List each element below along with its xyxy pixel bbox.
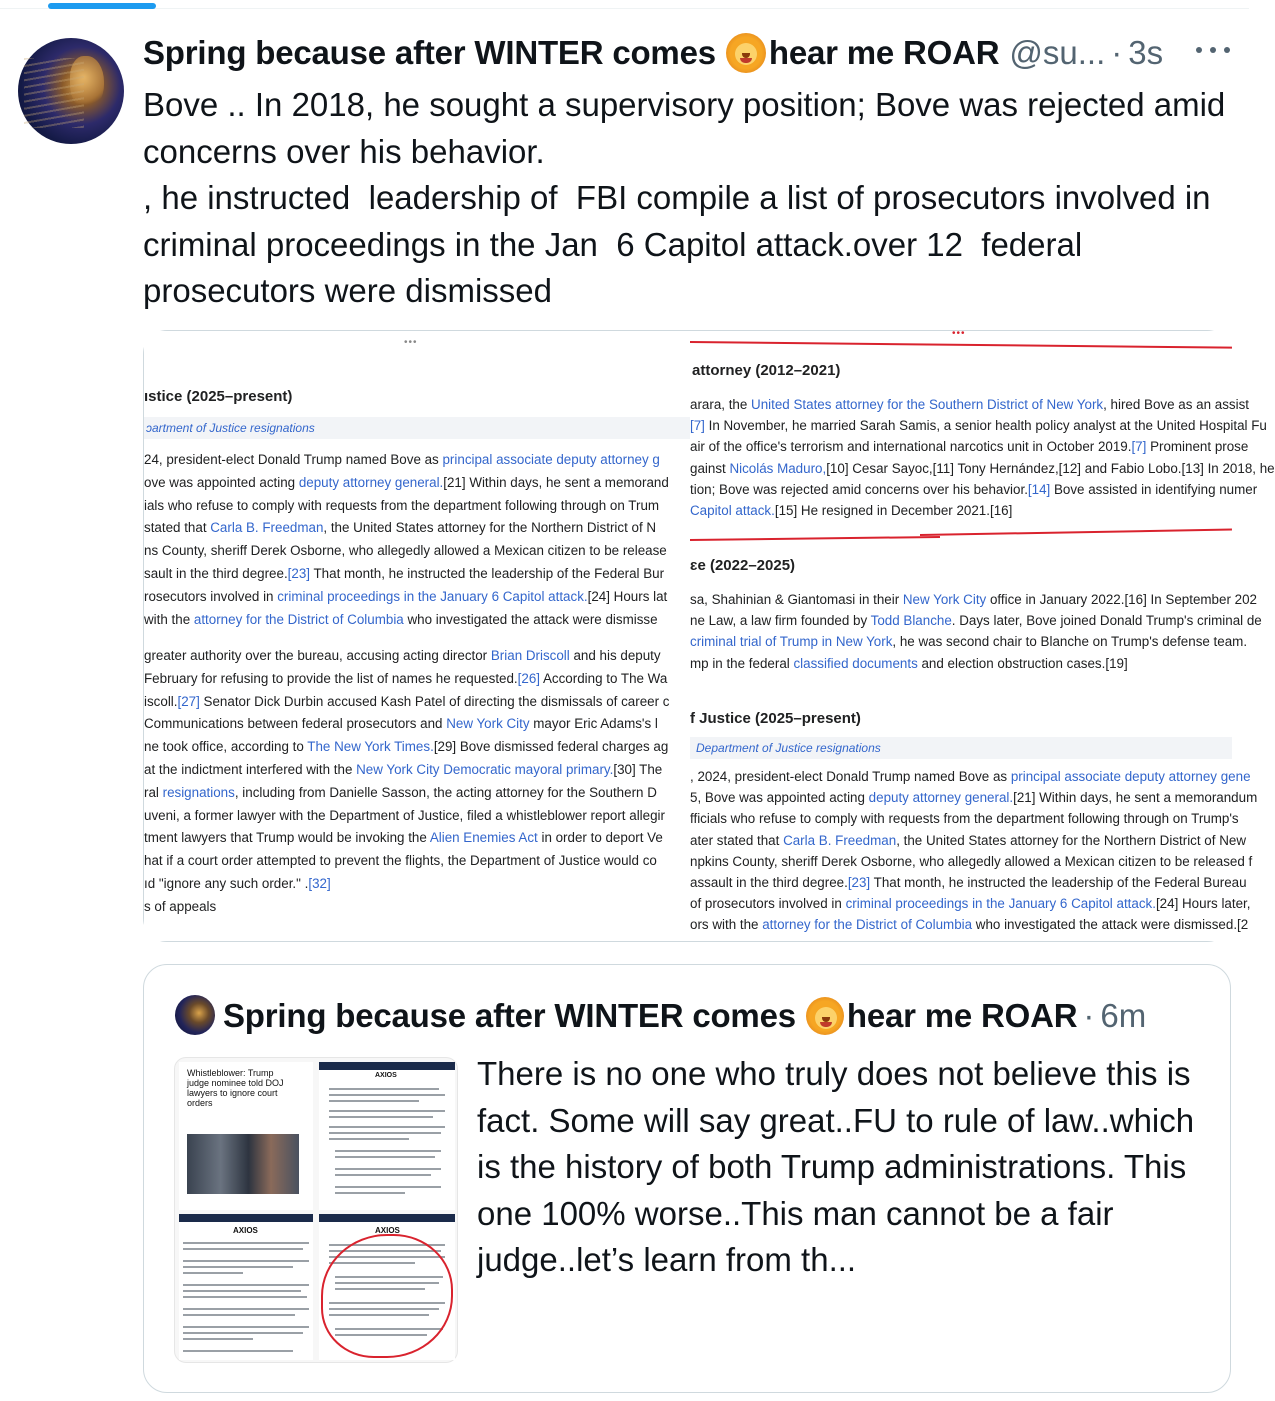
tweet-text-line: Bove .. In 2018, he sought a supervisory position; Bove was rejected amid concerns over his behavior. (143, 86, 1235, 170)
wiki-text-line (690, 853, 1252, 871)
wiki-text: mp in the federal (690, 655, 794, 671)
more-options-icon[interactable] (1196, 40, 1230, 60)
wiki-text-line (690, 633, 1247, 651)
separator: · (1111, 34, 1123, 71)
wiki-text: [24] Hours lat (587, 588, 668, 604)
tab-indicator (48, 3, 156, 9)
wiki-text: s of appeals (144, 898, 217, 914)
wiki-text: That month, he instructed the leadership of the Federal Bureau (870, 875, 1247, 890)
wiki-text: February for refusing to provide the list of names he requested. (144, 670, 518, 686)
site-nav-bar (179, 1214, 313, 1222)
wiki-text: , sheriff Derek Osborne, who allegedly allowed a Mexican citizen to be released f (773, 853, 1253, 869)
wiki-text-line (690, 810, 1239, 828)
wiki-text: . Days later, Bove joined Donald Trump's criminal de (951, 613, 1262, 629)
wiki-text: [21] Within days, he sent a memorand (443, 474, 669, 490)
article-headline: Whistleblower: Trump judge nominee told DOJ lawyers to ignore court orders (187, 1068, 284, 1108)
wiki-text: who investigated the attack were dismisse (403, 611, 658, 627)
wiki-text: , a former lawyer with the Department of Justice, filed a whistleblower report allegir (176, 807, 665, 823)
tweet-text-line: , he instructed leadership of FBI compile a list of prosecutors involved in criminal proceedings in the Jan 6 Capitol attack.over 12 federal prosecutors were dismissed (143, 179, 1220, 309)
wiki-link[interactable]: principal associate deputy attorney gene (1010, 769, 1251, 784)
axios-logo: AXIOS (375, 1072, 397, 1079)
wiki-text: of prosecutors involved in (690, 896, 846, 912)
quote-header (223, 995, 1146, 1037)
wiki-link[interactable]: Brian Driscoll (490, 648, 570, 663)
wiki-text: at the indictment interfered with the (144, 762, 357, 777)
wiki-text-line (144, 542, 667, 560)
grip-icon: ••• (952, 328, 966, 339)
wiki-link[interactable]: Carla B. Freedman (210, 520, 324, 536)
wiki-text: arara, the (690, 397, 752, 412)
wiki-link[interactable]: The New York Times. (307, 739, 434, 755)
article-snippet (319, 1062, 455, 1210)
section-subheading: Department of Justice resignations (690, 737, 1232, 759)
axios-logo: AXIOS (375, 1226, 400, 1235)
wiki-text-line (144, 715, 658, 733)
display-name[interactable]: Spring because after WINTER comes (143, 34, 716, 71)
wiki-text: [30] The (613, 762, 663, 777)
wiki-link[interactable]: criminal proceedings in the January 6 Capitol attack. (277, 588, 588, 604)
wiki-link[interactable]: deputy attorney general. (298, 474, 444, 490)
axios-logo: AXIOS (233, 1226, 258, 1235)
wiki-text-line (144, 588, 667, 606)
wiki-link[interactable]: principal associate deputy attorney g (442, 452, 660, 467)
wiki-text-line (690, 895, 1250, 913)
wiki-text-line (690, 438, 1248, 456)
tweet-header (143, 30, 1163, 76)
wiki-text: , including from Danielle Sasson, the acting attorney for the Southern D (234, 784, 657, 800)
section-heading: ıstice (2025–present) (144, 388, 293, 405)
timestamp[interactable]: 3s (1128, 34, 1164, 71)
wiki-text: [21] Within days, he sent a memorandum (1013, 790, 1258, 806)
annotation-line (920, 529, 1232, 536)
wiki-text-line (144, 497, 659, 515)
wiki-text: , 2024, president-elect Donald Trump named Bove as (690, 769, 1011, 784)
wiki-text: ials who refuse to comply with requests from the department following through on Trum (144, 497, 660, 513)
wiki-link[interactable]: Todd Blanche (870, 613, 952, 629)
wiki-link[interactable]: [32] (308, 876, 331, 891)
site-nav-bar (319, 1062, 455, 1070)
wiki-text: 5, Bove was appointed acting (690, 790, 869, 806)
wiki-link[interactable]: [14] (1027, 481, 1051, 497)
top-divider (0, 8, 1249, 9)
wiki-text: with the (144, 611, 194, 627)
wiki-link[interactable]: New York City (446, 716, 530, 732)
wiki-text: , he was second chair to Blanche on Trump's defense team. (892, 634, 1248, 650)
wiki-link[interactable]: Alien Enemies Act (429, 830, 538, 846)
wiki-text: , hired Bove as an assist (1103, 397, 1249, 412)
wiki-text: ral (144, 784, 163, 800)
wiki-link[interactable]: resignations (162, 784, 235, 800)
quoted-tweet[interactable] (143, 964, 1231, 1393)
wiki-text: tion; Bove was rejected amid concerns over his behavior. (690, 481, 1028, 497)
wiki-text-line (690, 502, 1012, 520)
separator: · (1083, 997, 1095, 1034)
wiki-text-line (690, 832, 1246, 850)
wiki-link[interactable]: deputy attorney general. (868, 790, 1014, 806)
quote-timestamp[interactable]: 6m (1100, 997, 1147, 1034)
display-name-suffix[interactable]: hear me ROAR (768, 34, 1000, 71)
wiki-link[interactable]: Nicolás Maduro, (729, 460, 827, 476)
wiki-text: in order to deport Ve (537, 830, 663, 846)
quote-display-name-suffix[interactable]: hear me ROAR (846, 997, 1078, 1034)
wiki-link[interactable]: [7] (690, 418, 705, 434)
tweet-text (143, 82, 1235, 315)
section-heading: f Justice (2025–present) (690, 710, 861, 727)
wiki-text: tment lawyers that Trump would be invoking the (144, 830, 430, 846)
wiki-text-line (690, 655, 1128, 673)
annotation-line (690, 536, 940, 541)
wiki-text: mayor Eric Adams's l (529, 716, 658, 732)
wiki-link[interactable]: Capitol attack. (690, 503, 775, 518)
wiki-text: gainst (690, 460, 730, 476)
grip-icon: ••• (404, 337, 418, 348)
wiki-text-line (144, 670, 667, 688)
wiki-link[interactable]: Carla B. Freedman (783, 832, 897, 848)
wiki-text: air of the office's terrorism and international narcotics unit in October 2019. (690, 439, 1132, 455)
tweet-media-image[interactable] (143, 328, 1275, 942)
wiki-link[interactable]: [23] (287, 566, 311, 581)
wiki-text: uveni (144, 807, 177, 823)
wiki-text-line (144, 852, 657, 870)
wiki-text: stated that (144, 520, 211, 536)
wiki-link[interactable]: United States attorney for the Southern District of New York (751, 397, 1104, 412)
quote-text: There is no one who truly does not believe this is fact. Some will say great..FU to rule of law..which is the history of both Trump administrations. This one 100% worse..This man cannot be a fair judge..let’s learn from th... (477, 1055, 1195, 1278)
wiki-text: iscoll. (144, 693, 178, 709)
wiki-text: ne Law, a law firm founded by (690, 613, 871, 629)
wiki-link[interactable]: New York City (902, 592, 987, 607)
wiki-text: who investigated the attack were dismissed.[2 (972, 917, 1249, 933)
wiki-text-line (690, 874, 1247, 892)
wiki-link[interactable]: criminal proceedings in the January 6 Capitol attack. (845, 896, 1156, 912)
wiki-text: ove was appointed acting (144, 474, 299, 490)
avatar[interactable] (18, 38, 124, 144)
wiki-text: office in January 2022.[16] In September 202 (986, 592, 1257, 607)
article-snippet (319, 1214, 455, 1360)
wiki-text-line (144, 875, 331, 893)
wiki-link[interactable]: criminal trial of Trump in New York (690, 634, 893, 650)
site-nav-bar (319, 1214, 455, 1222)
wiki-text-line (690, 789, 1257, 807)
wiki-text: npkins County (690, 853, 774, 869)
wiki-text-line (690, 460, 1275, 478)
wiki-text-line (690, 768, 1251, 786)
wiki-link[interactable]: New York City Democratic mayoral primary. (356, 762, 614, 777)
wiki-text: ns County (144, 543, 204, 559)
quote-media-thumbnail[interactable] (174, 1057, 458, 1363)
wiki-text: greater authority over the bureau, accusing acting director (144, 648, 491, 663)
wiki-link[interactable]: attorney for the District of Columbia (193, 611, 404, 627)
article-snippet (179, 1214, 313, 1360)
wiki-text-line (144, 829, 663, 847)
wiki-text: ıd "ignore any such order." . (144, 876, 309, 891)
wiki-text: ater stated that (690, 832, 784, 848)
wiki-text: Prominent prose (1146, 439, 1249, 455)
wiki-text-line (690, 396, 1249, 414)
wiki-text: , sheriff Derek Osborne, who allegedly allowed a Mexican citizen to be release (203, 543, 667, 559)
wiki-text-line (144, 738, 668, 756)
wiki-text-line (144, 565, 664, 583)
wiki-link[interactable]: [23] (847, 875, 871, 890)
wiki-link[interactable]: [26] (517, 670, 540, 686)
annotation-circle (321, 1234, 453, 1358)
wiki-link[interactable]: attorney for the District of Columbia (762, 917, 973, 933)
section-heading: ɛe (2022–2025) (690, 557, 796, 574)
article-snippet (179, 1062, 313, 1210)
wiki-text-line (144, 647, 661, 665)
wiki-text: rosecutors involved in (144, 588, 278, 604)
wiki-text: sa, Shahinian & Giantomasi in their (690, 592, 903, 607)
wiki-text: fficials who refuse to comply with requests from the department following through on Trump's (690, 811, 1239, 827)
wiki-text: and his deputy (569, 648, 661, 663)
wiki-text: Senator Dick Durbin accused Kash Patel of directing the dismissals of career c (199, 693, 670, 709)
annotation-line (690, 341, 1232, 349)
wiki-text-line (144, 611, 658, 629)
wiki-text: [29] Bove dismissed federal charges ag (433, 739, 669, 755)
wiki-text: sault in the third degree. (144, 566, 288, 581)
wiki-text-line (144, 898, 216, 916)
lion-face-icon (806, 997, 844, 1035)
wiki-text: According to The Wa (540, 670, 668, 686)
section-heading: attorney (2012–2021) (692, 362, 841, 379)
wiki-text: Communications between federal prosecutors and (144, 716, 447, 732)
wiki-link[interactable]: [7] (1131, 439, 1147, 455)
wiki-text-line (144, 519, 656, 537)
wiki-text-line (690, 612, 1262, 630)
wiki-text: [10] Cesar Sayoc,[11] Tony Hernández,[12] and Fabio Lobo.[13] In 2018, he (826, 460, 1275, 476)
lion-face-icon (726, 33, 766, 73)
wiki-text-line (144, 784, 657, 802)
wiki-text: 24, president-elect Donald Trump named Bove as (144, 452, 443, 467)
quote-display-name[interactable]: Spring because after WINTER comes (223, 997, 796, 1034)
wiki-text-line (690, 417, 1267, 435)
wiki-text-line (144, 693, 669, 711)
media-panel-right (690, 328, 1275, 941)
wiki-text-line (690, 591, 1257, 609)
wiki-text: [24] Hours later, (1155, 896, 1251, 912)
wiki-text: ors with the (690, 917, 763, 933)
wiki-text: Bove assisted in identifying numer (1050, 481, 1258, 497)
media-panel-left (144, 331, 690, 941)
wiki-text: hat if a court order attempted to prevent the flights, the Department of Justice would co (144, 853, 657, 869)
wiki-text-line (144, 451, 660, 469)
quote-avatar[interactable] (175, 995, 215, 1035)
wiki-text: [15] He resigned in December 2021.[16] (774, 503, 1013, 518)
wiki-link[interactable]: classified documents (793, 655, 918, 671)
wiki-text: and election obstruction cases.[19] (917, 655, 1128, 671)
wiki-text-line (144, 807, 665, 825)
wiki-text-line (144, 474, 669, 492)
section-subheading: ɔartment of Justice resignations (144, 417, 690, 439)
wiki-link[interactable]: [27] (177, 693, 200, 709)
wiki-text: assault in the third degree. (690, 875, 848, 890)
wiki-text-line (690, 916, 1248, 934)
user-handle[interactable]: @su... (1009, 34, 1106, 71)
wiki-text-line (690, 481, 1257, 499)
wiki-text-line (144, 761, 662, 779)
wiki-text: , the United States attorney for the Northern District of N (323, 520, 657, 536)
wiki-text: In November, he married Sarah Samis, a senior health policy analyst at the United Hospital Fu (704, 418, 1267, 434)
article-photo (187, 1134, 299, 1194)
wiki-text: , the United States attorney for the Northern District of New (896, 832, 1246, 848)
wiki-text: That month, he instructed the leadership of the Federal Bur (310, 566, 665, 581)
wiki-text: ne took office, according to (144, 739, 308, 755)
